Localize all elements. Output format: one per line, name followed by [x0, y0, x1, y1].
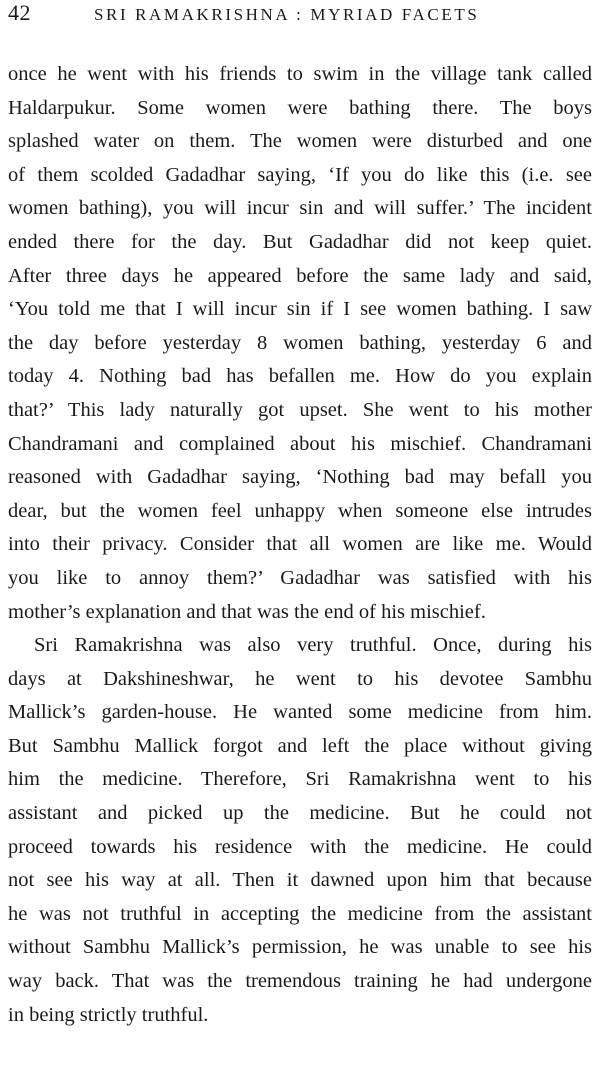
text-line: dear, but the women feel unhappy when someone else intrudes [8, 499, 592, 522]
text-line: proceed towards his residence with the medicine. He could [8, 835, 592, 858]
text-line: ended there for the day. But Gadadhar did not keep quiet. [8, 230, 592, 253]
text-line: But Sambhu Mallick forgot and left the place without giving [8, 734, 592, 757]
text-line: he was not truthful in accepting the medicine from the assistant [8, 902, 592, 925]
text-line: splashed water on them. The women were disturbed and one [8, 130, 592, 153]
text-line: in being strictly truthful. [8, 1003, 209, 1026]
text-line: After three days he appeared before the same lady and said, [8, 264, 592, 287]
text-line: women bathing), you will incur sin and will suffer.’ The incident [8, 197, 592, 220]
text-line: days at Dakshineshwar, he went to his devotee Sambhu [8, 667, 592, 690]
text-line: Sri Ramakrishna was also very truthful. Once, during his [34, 634, 592, 657]
text-line: ‘You told me that I will incur sin if I see women bathing. I saw [8, 298, 592, 321]
text-line: into their privacy. Consider that all women are like me. Would [8, 533, 592, 556]
text-line: him the medicine. Therefore, Sri Ramakrishna went to his [8, 768, 592, 791]
text-line: Mallick’s garden-house. He wanted some medicine from him. [8, 701, 592, 724]
body-text [8, 58, 592, 1032]
page-number: 42 [8, 0, 31, 25]
text-line: Chandramani and complained about his mischief. Chandramani [8, 432, 592, 455]
text-line: the day before yesterday 8 women bathing, yesterday 6 and [8, 331, 592, 354]
text-line: assistant and picked up the medicine. But he could not [8, 802, 592, 825]
text-line: reasoned with Gadadhar saying, ‘Nothing bad may befall you [8, 466, 592, 489]
text-line: that?’ This lady naturally got upset. She went to his mother [8, 398, 592, 421]
paragraph-continued [8, 58, 592, 629]
book-title: SRI RAMAKRISHNA : MYRIAD FACETS [94, 5, 480, 24]
paragraph-truthfulness [8, 629, 592, 1032]
text-line: Haldarpukur. Some women were bathing there. The boys [8, 96, 592, 119]
text-line: of them scolded Gadadhar saying, ‘If you do like this (i.e. see [8, 163, 592, 186]
text-line: mother’s explanation and that was the end of his mischief. [8, 600, 486, 623]
text-line: not see his way at all. Then it dawned upon him that because [8, 869, 592, 892]
text-line: today 4. Nothing bad has befallen me. How do you explain [8, 365, 592, 388]
text-line: once he went with his friends to swim in the village tank called [8, 63, 592, 85]
text-line: without Sambhu Mallick’s permission, he was unable to see his [8, 936, 592, 959]
text-line: you like to annoy them?’ Gadadhar was satisfied with his [8, 566, 592, 589]
text-line: way back. That was the tremendous training he had undergone [8, 970, 592, 993]
running-head [8, 0, 592, 28]
